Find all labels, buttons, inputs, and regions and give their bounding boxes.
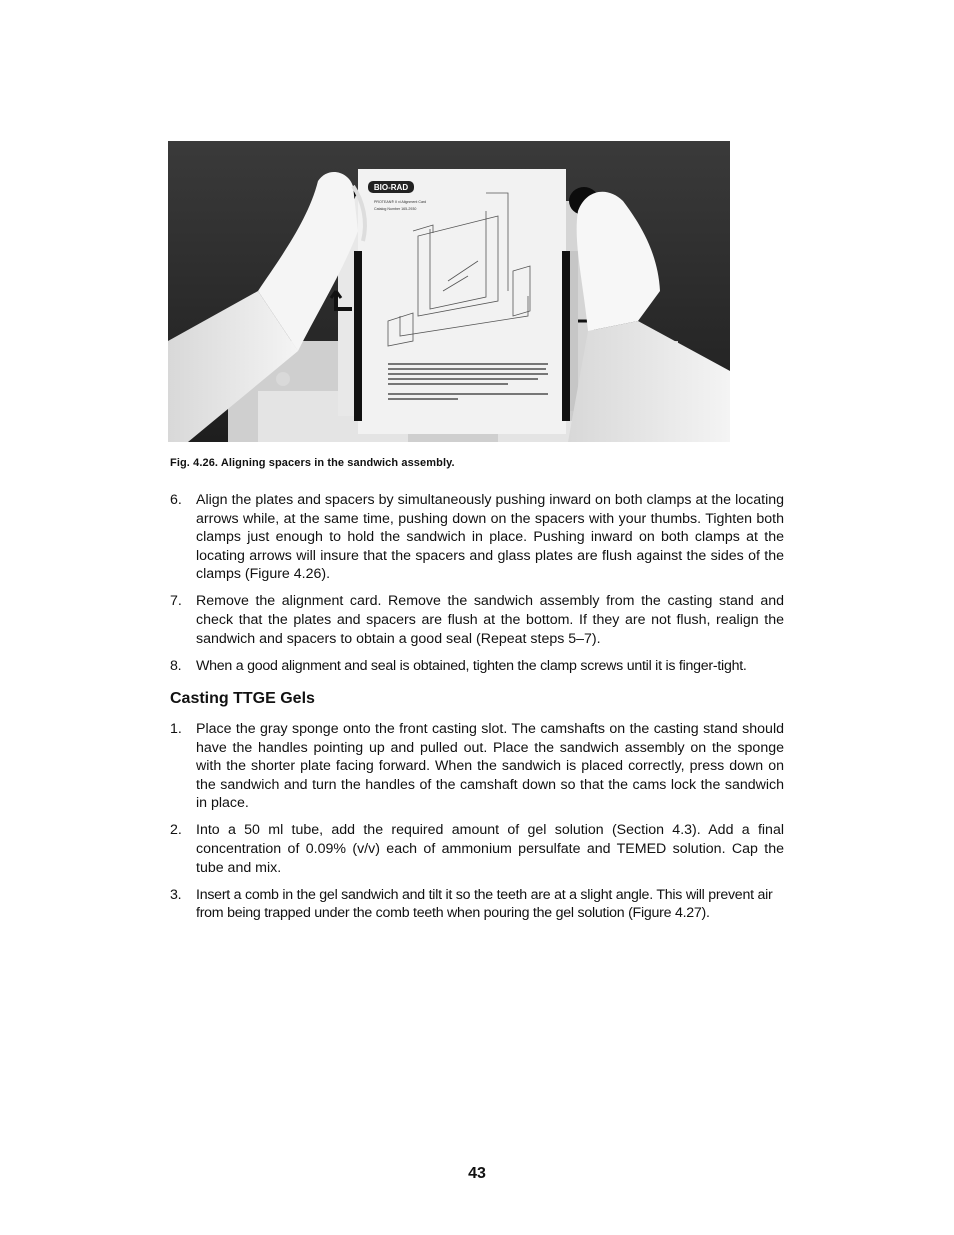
card-title: PROTEAN® II xi Alignment Card	[374, 200, 427, 204]
steps-list-alignment	[170, 491, 784, 684]
list-item-number: 6.	[170, 492, 182, 508]
figure-photo	[168, 141, 730, 442]
list-item-number: 2.	[170, 822, 182, 839]
list-item	[170, 592, 784, 648]
page-number: 43	[468, 1165, 486, 1182]
list-item-text: Remove the alignment card. Remove the sandwich assembly from the casting stand and check that the plates and spacers are flush at the bottom. If they are not flush, realign the sandwich and spacers to obtain a good seal (Repeat steps 5–7).	[196, 593, 784, 647]
list-item-number: 1.	[170, 721, 182, 737]
list-item-text: Place the gray sponge onto the front casting slot. The camshafts on the casting stand should have the handles pointing up and pulled out. Place the sandwich assembly on the sponge with the shorter plate facing forward. When the sandwich is placed correctly, press down on the sandwich and turn the handles of the camshaft down so that the cams lock the sandwich in place.	[196, 721, 784, 812]
card-catalog: Catalog Number 165-2930	[374, 207, 417, 211]
list-item-number: 7.	[170, 593, 182, 610]
card-logo: BIO-RAD	[373, 183, 409, 192]
list-item	[170, 657, 784, 676]
list-item-text: Align the plates and spacers by simultaneously pushing inward on both clamps at the locating arrows while, at the same time, pushing down on the spacers with your thumbs. Tighten both clamps just enough to hold the sandwich in place. Pushing inward on both clamps at the locating arrows will insure that the spacers and glass plates are flush against the sides of the clamps (Figure 4.26).	[196, 492, 784, 583]
list-item	[170, 491, 784, 584]
list-item	[170, 821, 784, 877]
alignment-card	[358, 169, 566, 434]
list-item-number: 3.	[170, 886, 182, 903]
list-item-number: 8.	[170, 657, 182, 674]
figure-caption: Fig. 4.26. Aligning spacers in the sandwich assembly.	[170, 457, 455, 469]
list-item-text: When a good alignment and seal is obtained, tighten the clamp screws until it is finger-tight.	[196, 657, 747, 674]
steps-list-casting	[170, 720, 784, 931]
list-item	[170, 720, 784, 813]
list-item	[170, 886, 784, 923]
list-item-text: Insert a comb in the gel sandwich and tilt it so the teeth are at a slight angle. This will prevent air from being trapped under the comb teeth when pouring the gel solution (Figure 4.27).	[196, 886, 773, 922]
list-item-text: Into a 50 ml tube, add the required amount of gel solution (Section 4.3). Add a final concentration of 0.09% (v/v) each of ammonium persulfate and TEMED solution. Cap the tube and mix.	[196, 822, 784, 876]
section-heading: Casting TTGE Gels	[170, 690, 315, 707]
